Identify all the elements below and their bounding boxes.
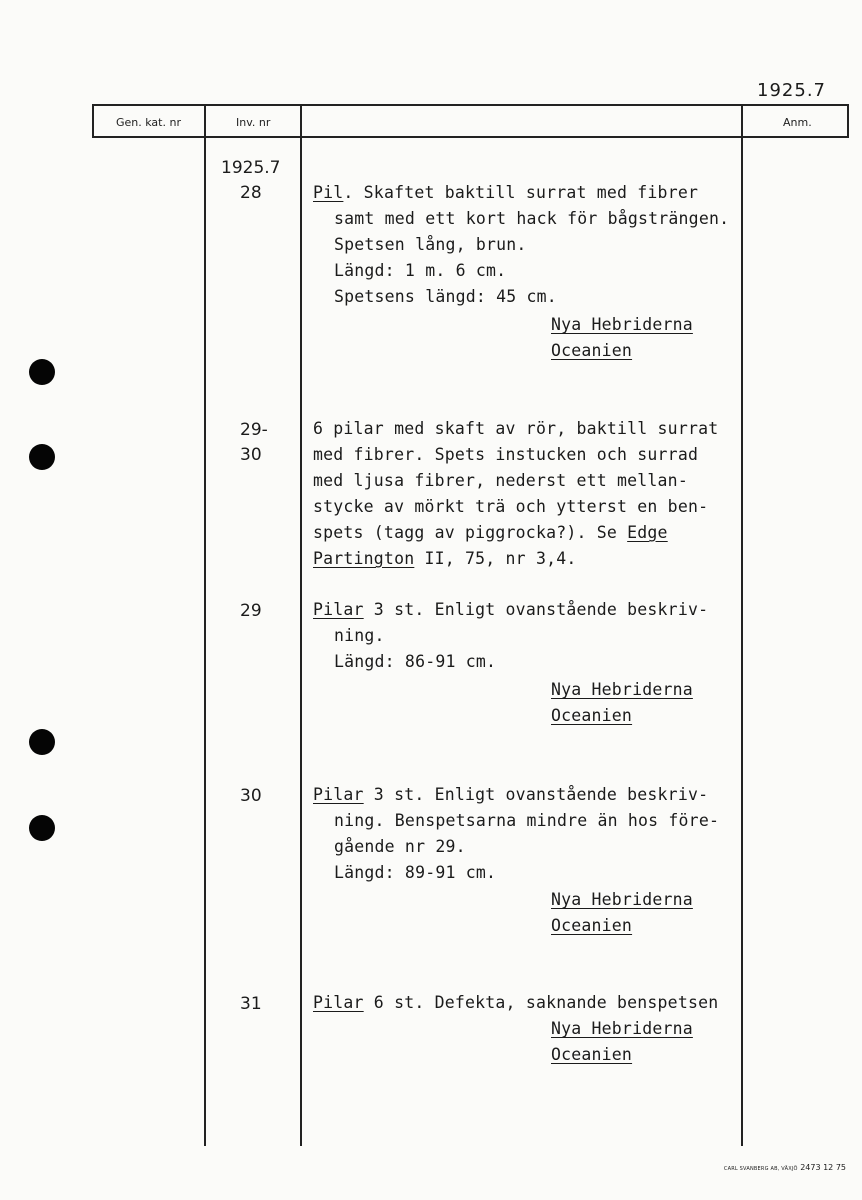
header-gen-kat-nr: Gen. kat. nr	[116, 116, 181, 129]
entry-29-30-line-4: stycke av mörkt trä och ytterst en ben-	[313, 497, 709, 516]
entry-29-30-line-1: 6 pilar med skaft av rör, baktill surrat	[313, 419, 719, 438]
entry-30-line-2: ning. Benspetsarna mindre än hos före-	[334, 811, 720, 830]
inventory-number-31: 31	[240, 994, 262, 1014]
column-rule-right	[847, 104, 849, 138]
entry-30-line-4: Längd: 89-91 cm.	[334, 863, 497, 882]
reference-partington: Partington	[313, 549, 415, 568]
column-rule-2	[300, 104, 302, 1146]
entry-29-30-line-6	[313, 549, 577, 568]
entry-29-30-line-5	[313, 523, 668, 542]
inventory-number-29: 29	[240, 601, 262, 621]
entry-30-line-3: gående nr 29.	[334, 837, 466, 856]
entry-28-line-3: Spetsen lång, brun.	[334, 235, 527, 254]
printer-imprint	[724, 1163, 846, 1172]
entry-29-30-line-5-text: spets (tagg av piggrocka?). Se	[313, 523, 628, 542]
entry-28-place: Nya Hebriderna	[551, 315, 693, 334]
entry-31-line-1	[313, 993, 718, 1012]
entry-30-keyword: Pilar	[313, 785, 364, 804]
inventory-year: 1925.7	[221, 158, 281, 178]
entry-28-line-5: Spetsens längd: 45 cm.	[334, 287, 557, 306]
header-inv-nr: Inv. nr	[236, 116, 271, 129]
entry-28-line-4: Längd: 1 m. 6 cm.	[334, 261, 507, 280]
entry-28-keyword: Pil	[313, 183, 344, 202]
inventory-number-28: 28	[240, 183, 262, 203]
column-rule-3	[741, 104, 743, 1146]
header-anm: Anm.	[783, 116, 812, 129]
entry-29-30-line-3: med ljusa fibrer, nederst ett mellan-	[313, 471, 688, 490]
reference-edge: Edge	[627, 523, 668, 542]
inventory-number-29-30-b: 30	[240, 445, 262, 465]
entry-29-place: Nya Hebriderna	[551, 680, 693, 699]
entry-30-text: 3 st. Enligt ovanstående beskriv-	[363, 785, 709, 804]
entry-29-text: 3 st. Enligt ovanstående beskriv-	[363, 600, 709, 619]
inventory-number-30: 30	[240, 786, 262, 806]
entry-29-line-2: ning.	[334, 626, 385, 645]
entry-31-place: Nya Hebriderna	[551, 1019, 693, 1038]
entry-30-line-1	[313, 785, 708, 804]
entry-29-region: Oceanien	[551, 706, 633, 725]
column-rule-1	[204, 104, 206, 1146]
entry-29-30-line-2: med fibrer. Spets instucken och surrad	[313, 445, 699, 464]
punch-hole-2	[29, 444, 55, 470]
corner-catalogue-number: 1925.7	[757, 80, 826, 101]
punch-hole-1	[29, 359, 55, 385]
entry-28-text: . Skaftet baktill surrat med fibrer	[343, 183, 699, 202]
column-rule-left	[92, 104, 94, 138]
entry-28-line-2: samt med ett kort hack för bågsträngen.	[334, 209, 730, 228]
entry-29-keyword: Pilar	[313, 600, 364, 619]
entry-31-region: Oceanien	[551, 1045, 633, 1064]
entry-29-30-line-6-text: II, 75, nr 3,4.	[414, 549, 577, 568]
entry-31-keyword: Pilar	[313, 993, 364, 1012]
entry-30-place: Nya Hebriderna	[551, 890, 693, 909]
entry-29-line-1	[313, 600, 708, 619]
entry-28-line-1	[313, 183, 698, 202]
inventory-number-29-30-a: 29-	[240, 420, 268, 440]
entry-31-text: 6 st. Defekta, saknande benspetsen	[363, 993, 719, 1012]
entry-28-region: Oceanien	[551, 341, 633, 360]
punch-hole-4	[29, 815, 55, 841]
form-code: 2473 12 75	[800, 1163, 846, 1172]
printer-name: CARL SVANBERG AB, VÄXJÖ	[723, 1166, 798, 1172]
entry-30-region: Oceanien	[551, 916, 633, 935]
punch-hole-3	[29, 729, 55, 755]
entry-29-line-3: Längd: 86-91 cm.	[334, 652, 497, 671]
